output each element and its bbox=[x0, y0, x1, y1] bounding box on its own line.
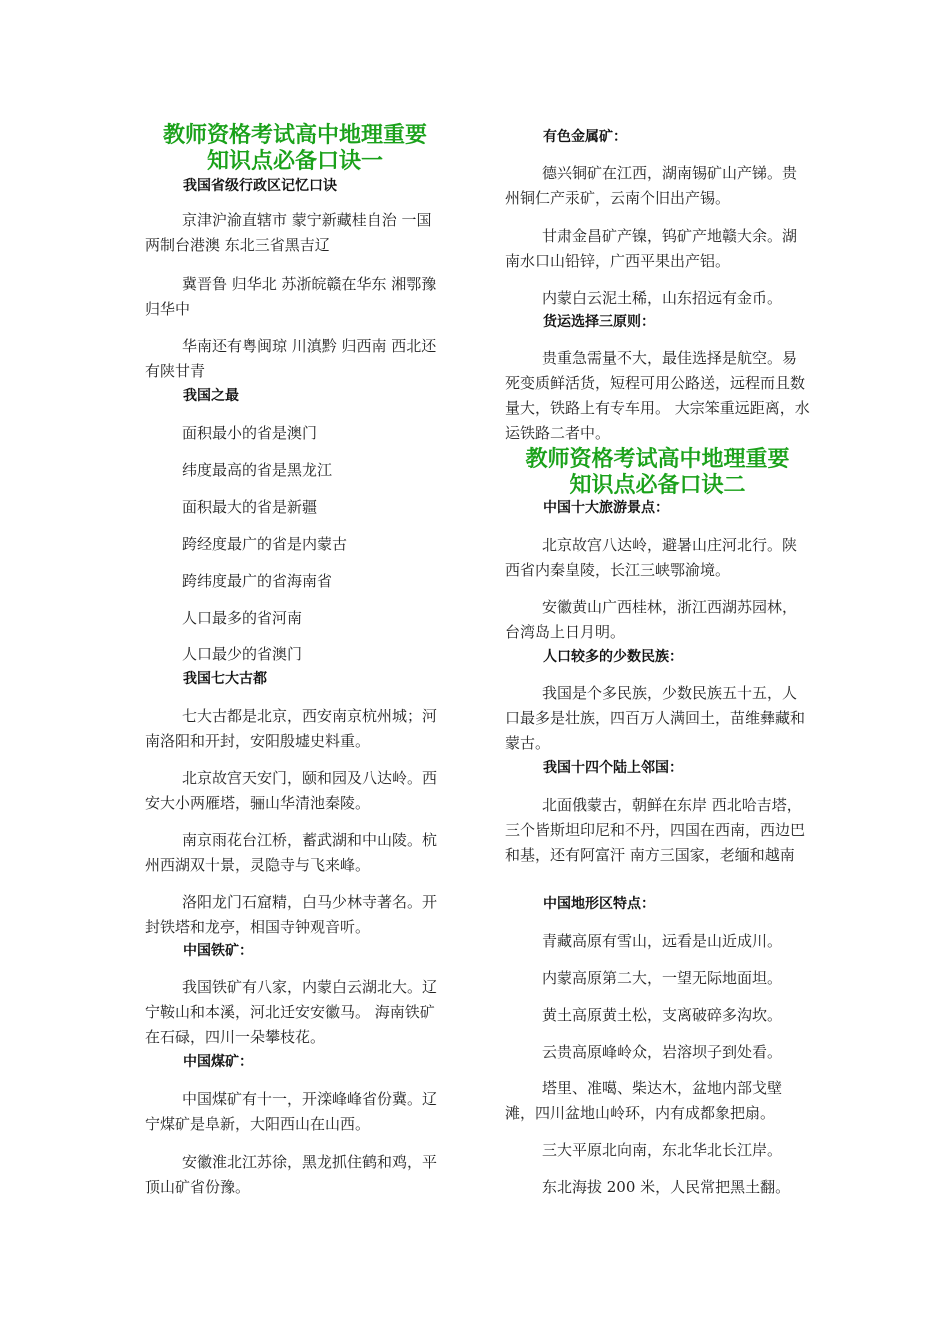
list-item-most: 跨经度最广的省是内蒙古 bbox=[182, 535, 348, 553]
heading-coal: 中国煤矿： bbox=[183, 1054, 253, 1070]
list-item-most: 面积最小的省是澳门 bbox=[182, 424, 318, 442]
paragraph-iron-ore: 我国铁矿有八家，内蒙白云湖北大。辽宁鞍山和本溪，河北迁安安徽马。 海南铁矿在石碌，四川一朵攀枝花。 bbox=[145, 978, 438, 1046]
paragraph-admin-3: 华南还有粤闽琼 川滇黔 归西南 西北还有陕甘青 bbox=[145, 337, 437, 380]
list-item-most: 面积最大的省是新疆 bbox=[182, 498, 318, 516]
list-item-most: 人口最少的省澳门 bbox=[182, 645, 303, 663]
paragraph-terrain-5: 塔里、准噶、柴达木，盆地内部戈壁滩，四川盆地山岭环，内有成都象把扇。 bbox=[505, 1079, 783, 1122]
section-title-1-line2: 知识点必备口诀一 bbox=[206, 148, 383, 174]
list-item-most: 跨纬度最广的省海南省 bbox=[182, 572, 333, 590]
paragraph-coal-2: 安徽淮北江苏徐，黑龙抓住鹤和鸡，平顶山矿省份豫。 bbox=[145, 1153, 438, 1196]
paragraph-coal-1: 中国煤矿有十一，开滦峰峰省份冀。辽宁煤矿是阜新，大阳西山在山西。 bbox=[145, 1090, 438, 1133]
paragraph-metals-1: 德兴铜矿在江西，湖南锡矿山产锑。贵州铜仁产汞矿，云南个旧出产锡。 bbox=[505, 164, 798, 207]
paragraph-minorities: 我国是个多民族，少数民族五十五，人口最多是壮族，四百万人满回土，苗维彝藏和蒙古。 bbox=[505, 684, 806, 752]
heading-iron-ore: 中国铁矿： bbox=[183, 943, 253, 959]
heading-tourist-sites: 中国十大旅游景点： bbox=[543, 500, 669, 516]
heading-minorities: 人口较多的少数民族： bbox=[543, 649, 683, 665]
paragraph-metals-2: 甘肃金昌矿产镍，钨矿产地赣大余。湖南水口山铅锌，广西平果出产铝。 bbox=[505, 227, 798, 270]
list-item-terrain: 云贵高原峰岭众，岩溶坝子到处看。 bbox=[542, 1043, 783, 1061]
list-item-terrain: 黄土高原黄土松，支离破碎多沟坎。 bbox=[542, 1006, 783, 1024]
heading-terrain: 中国地形区特点： bbox=[543, 896, 655, 912]
paragraph-freight: 贵重急需量不大，最佳选择是航空。易死变质鲜活货，短程可用公路送，远程而且数量大，铁路上有专车用。 大宗笨重远距离，水运铁路二者中。 bbox=[505, 349, 810, 442]
heading-admin-regions: 我国省级行政区记忆口诀 bbox=[183, 178, 337, 194]
list-item-most: 纬度最高的省是黑龙江 bbox=[182, 461, 333, 479]
heading-nonferrous-metals: 有色金属矿： bbox=[543, 129, 627, 145]
paragraph-tour-1: 北京故宫八达岭，避暑山庄河北行。陕西省内秦皇陵，长江三峡鄂渝境。 bbox=[505, 536, 798, 579]
paragraph-terrain-6: 三大平原北向南，东北华北长江岸。 bbox=[542, 1141, 783, 1159]
paragraph-metals-3: 内蒙白云泥土稀，山东招远有金币。 bbox=[542, 289, 783, 307]
paragraph-capitals-1: 七大古都是北京，西安南京杭州城；河南洛阳和开封，安阳殷墟史料重。 bbox=[145, 707, 438, 750]
section-title-2-line2: 知识点必备口诀二 bbox=[569, 472, 746, 498]
heading-land-neighbors: 我国十四个陆上邻国： bbox=[543, 760, 683, 776]
paragraph-capitals-4: 洛阳龙门石窟精，白马少林寺著名。开封铁塔和龙亭，相国寺钟观音听。 bbox=[145, 893, 438, 936]
paragraph-capitals-2: 北京故宫天安门，颐和园及八达岭。西安大小两雁塔，骊山华清池秦陵。 bbox=[145, 769, 438, 812]
paragraph-admin-2: 冀晋鲁 归华北 苏浙皖赣在华东 湘鄂豫 归华中 bbox=[145, 275, 437, 318]
paragraph-neighbors: 北面俄蒙古，朝鲜在东岸 西北哈吉塔，三个皆斯坦印尼和不丹，四国在西南，西边巴和基，还有阿富汗 南方三国家，老缅和越南 bbox=[505, 796, 806, 864]
paragraph-admin-1: 京津沪渝直辖市 蒙宁新藏桂自治 一国两制台港澳 东北三省黑吉辽 bbox=[145, 211, 432, 254]
heading-china-most: 我国之最 bbox=[183, 388, 239, 404]
section-title-1-line1: 教师资格考试高中地理重要 bbox=[162, 122, 427, 148]
section-title-2-line1: 教师资格考试高中地理重要 bbox=[525, 446, 790, 472]
paragraph-terrain-7: 东北海拔 200 米，人民常把黑土翻。 bbox=[542, 1178, 791, 1196]
paragraph-capitals-3: 南京雨花台江桥，蓄武湖和中山陵。杭州西湖双十景，灵隐寺与飞来峰。 bbox=[145, 831, 438, 874]
list-item-terrain: 内蒙高原第二大，一望无际地面坦。 bbox=[542, 969, 783, 987]
heading-ancient-capitals: 我国七大古都 bbox=[183, 671, 267, 687]
list-item-terrain: 青藏高原有雪山，远看是山近成川。 bbox=[542, 932, 783, 950]
heading-freight-principles: 货运选择三原则： bbox=[543, 314, 655, 330]
list-item-most: 人口最多的省河南 bbox=[182, 609, 303, 627]
paragraph-tour-2: 安徽黄山广西桂林，浙江西湖苏园林， 台湾岛上日月明。 bbox=[505, 598, 798, 641]
